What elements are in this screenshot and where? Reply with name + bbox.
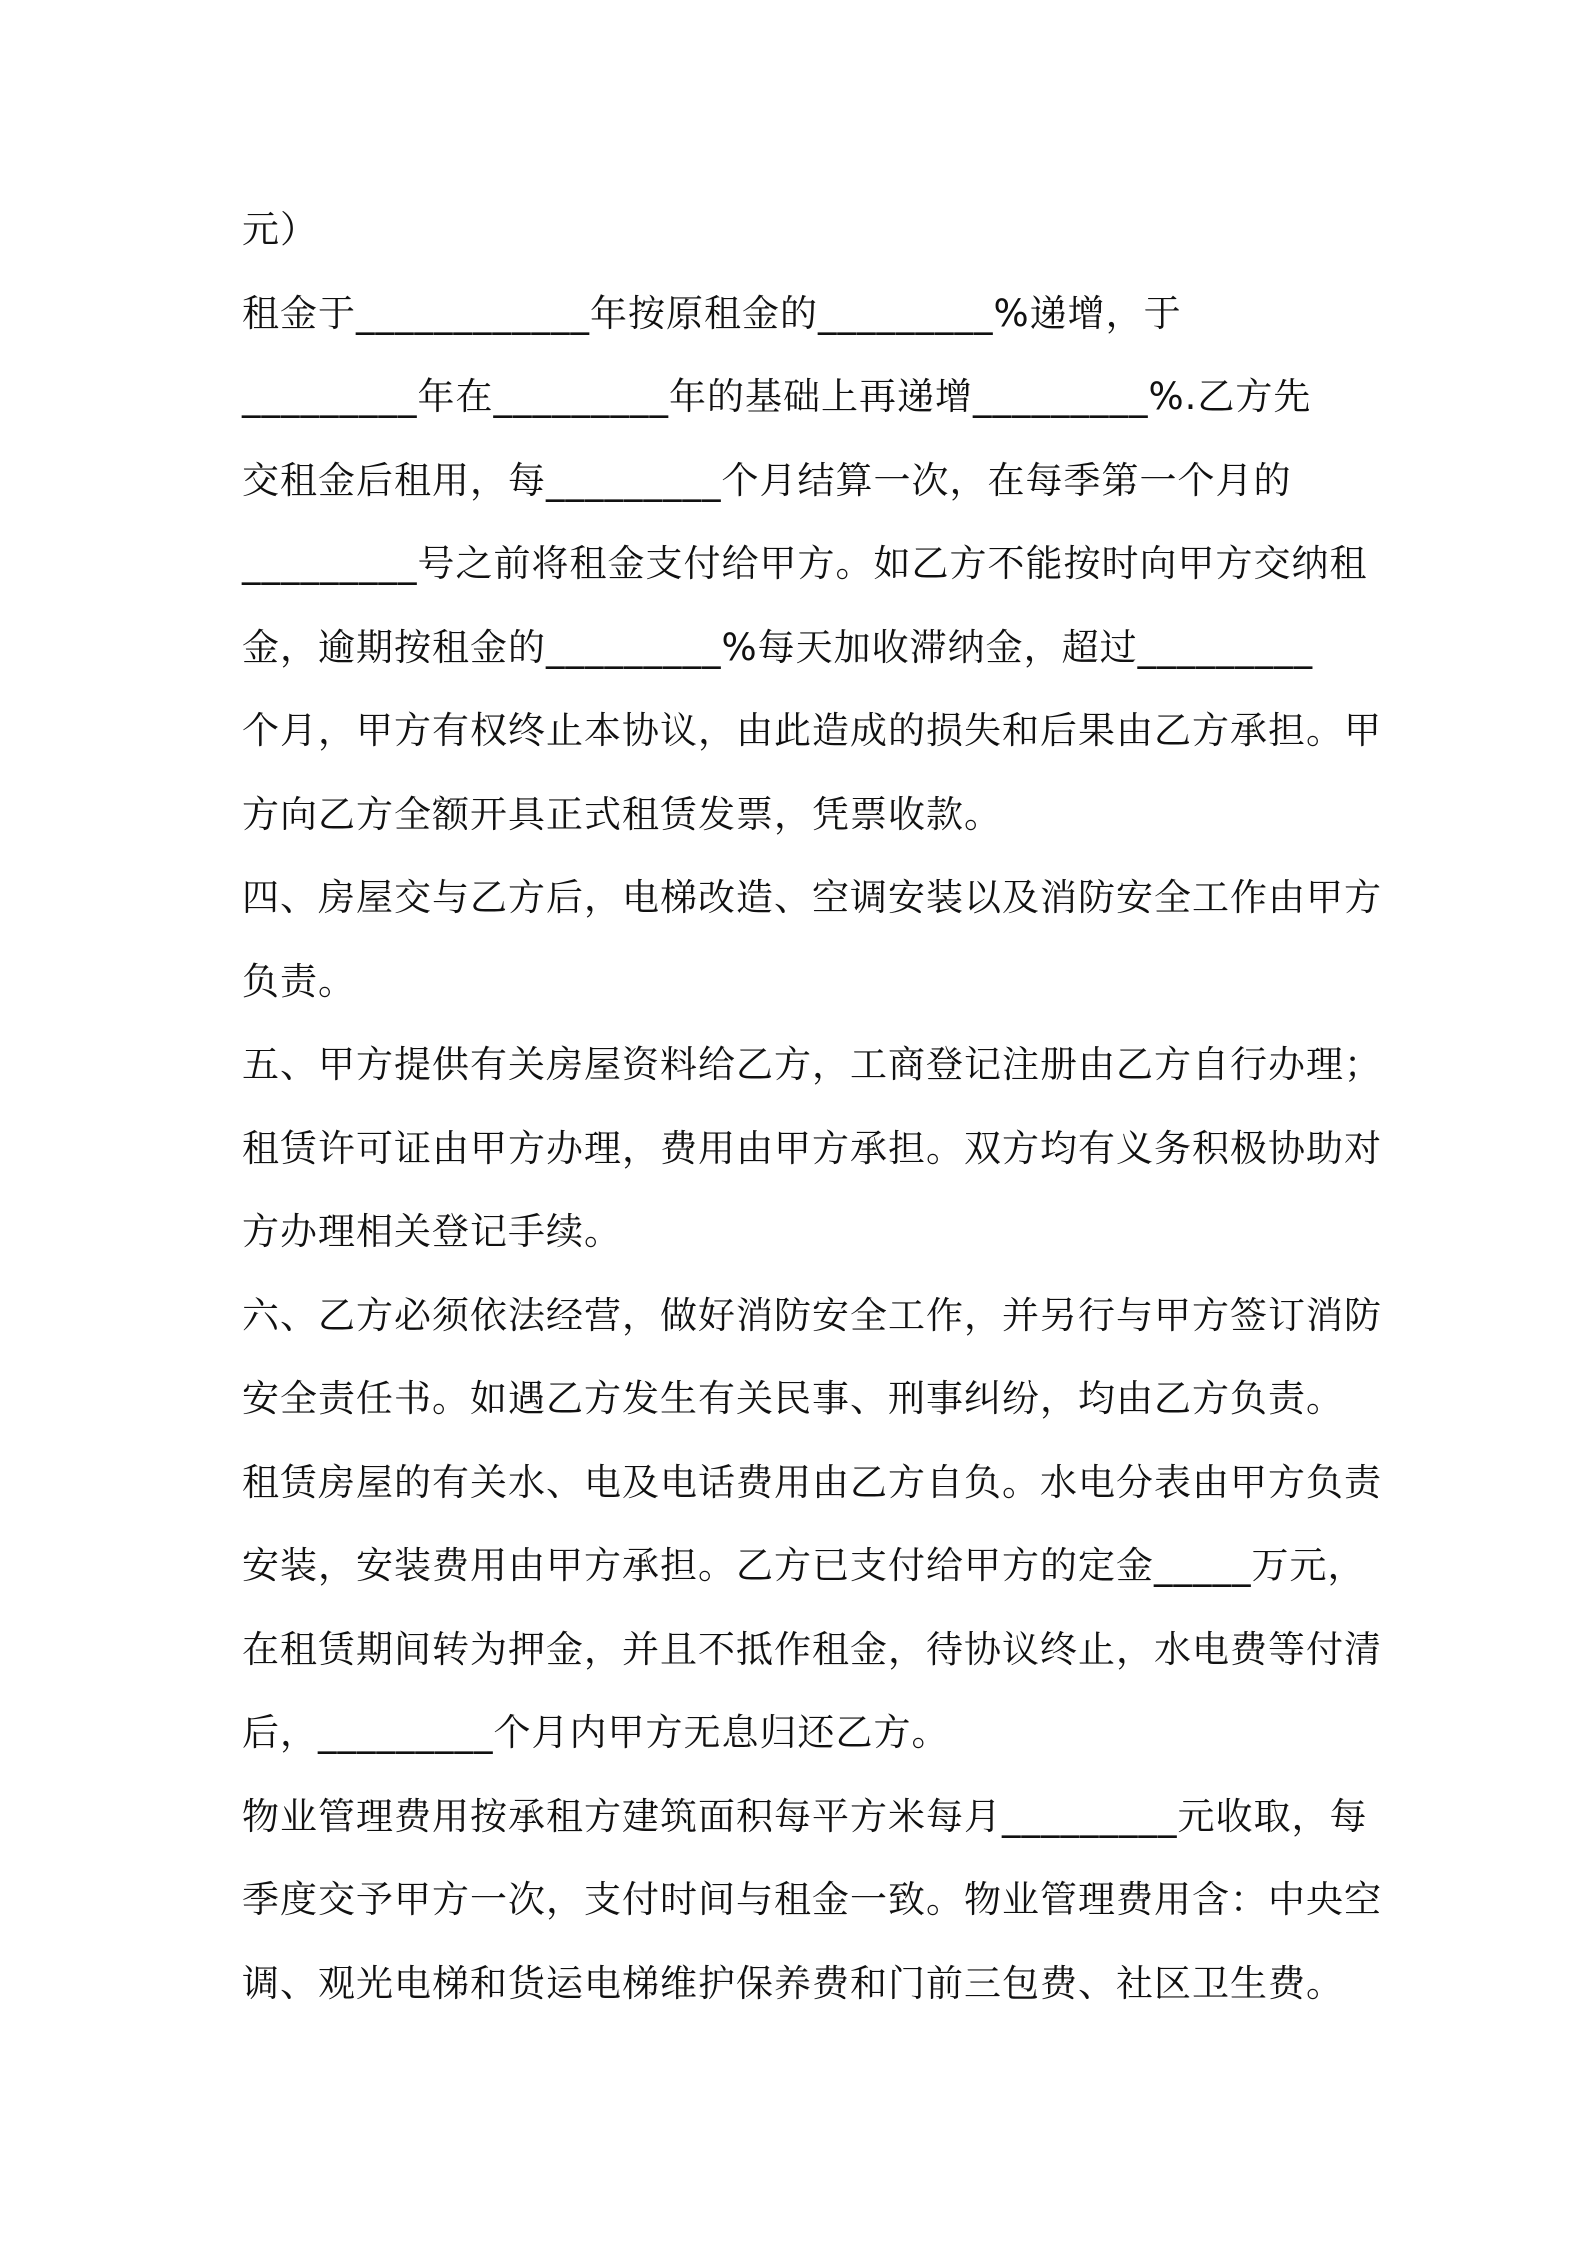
section-five-line: 五、甲方提供有关房屋资料给乙方，工商登记注册由乙方自行办理； (242, 1043, 1382, 1086)
text-line: 后，_________个月内甲方无息归还乙方。 (242, 1711, 950, 1754)
text-line: 季度交予甲方一次，支付时间与租金一致。物业管理费用含：中央空 (242, 1878, 1382, 1921)
text-line: 租赁许可证由甲方办理，费用由甲方承担。双方均有义务积极协助对 (242, 1126, 1382, 1170)
text-line: 租赁房屋的有关水、电及电话费用由乙方自负。水电分表由甲方负责 (242, 1460, 1382, 1504)
text-line: 安全责任书。如遇乙方发生有关民事、刑事纠纷，均由乙方负责。 (242, 1377, 1344, 1420)
text-line: 个月，甲方有权终止本协议，由此造成的损失和后果由乙方承担。甲 (242, 709, 1382, 752)
section-four-line: 四、房屋交与乙方后，电梯改造、空调安装以及消防安全工作由甲方 (242, 876, 1382, 919)
text-line: 元） (242, 208, 318, 251)
text-line: 方办理相关登记手续。 (242, 1210, 622, 1253)
text-line: _________号之前将租金支付给甲方。如乙方不能按时向甲方交纳租 (242, 542, 1368, 585)
text-line: 负责。 (242, 959, 356, 1003)
text-line: _________年在_________年的基础上再递增_________%.乙方先 (242, 375, 1312, 418)
text-line: 安装，安装费用由甲方承担。乙方已支付给甲方的定金_____万元， (242, 1544, 1366, 1587)
text-line: 租金于____________年按原租金的_________%递增，于 (242, 291, 1182, 335)
text-line: 物业管理费用按承租方建筑面积每平方米每月_________元收取，每 (242, 1794, 1368, 1838)
text-line: 在租赁期间转为押金，并且不抵作租金，待协议终止，水电费等付清 (242, 1627, 1382, 1671)
text-line: 方向乙方全额开具正式租赁发票，凭票收款。 (242, 792, 1002, 836)
text-line: 调、观光电梯和货运电梯维护保养费和门前三包费、社区卫生费。 (242, 1961, 1344, 2005)
section-six-line: 六、乙方必须依法经营，做好消防安全工作，并另行与甲方签订消防 (242, 1293, 1382, 1337)
document-body (242, 188, 1382, 2025)
text-line: 交租金后租用，每_________个月结算一次，在每季第一个月的 (242, 458, 1292, 502)
text-line: 金，逾期按租金的_________%每天加收滞纳金，超过_________ (242, 625, 1314, 669)
